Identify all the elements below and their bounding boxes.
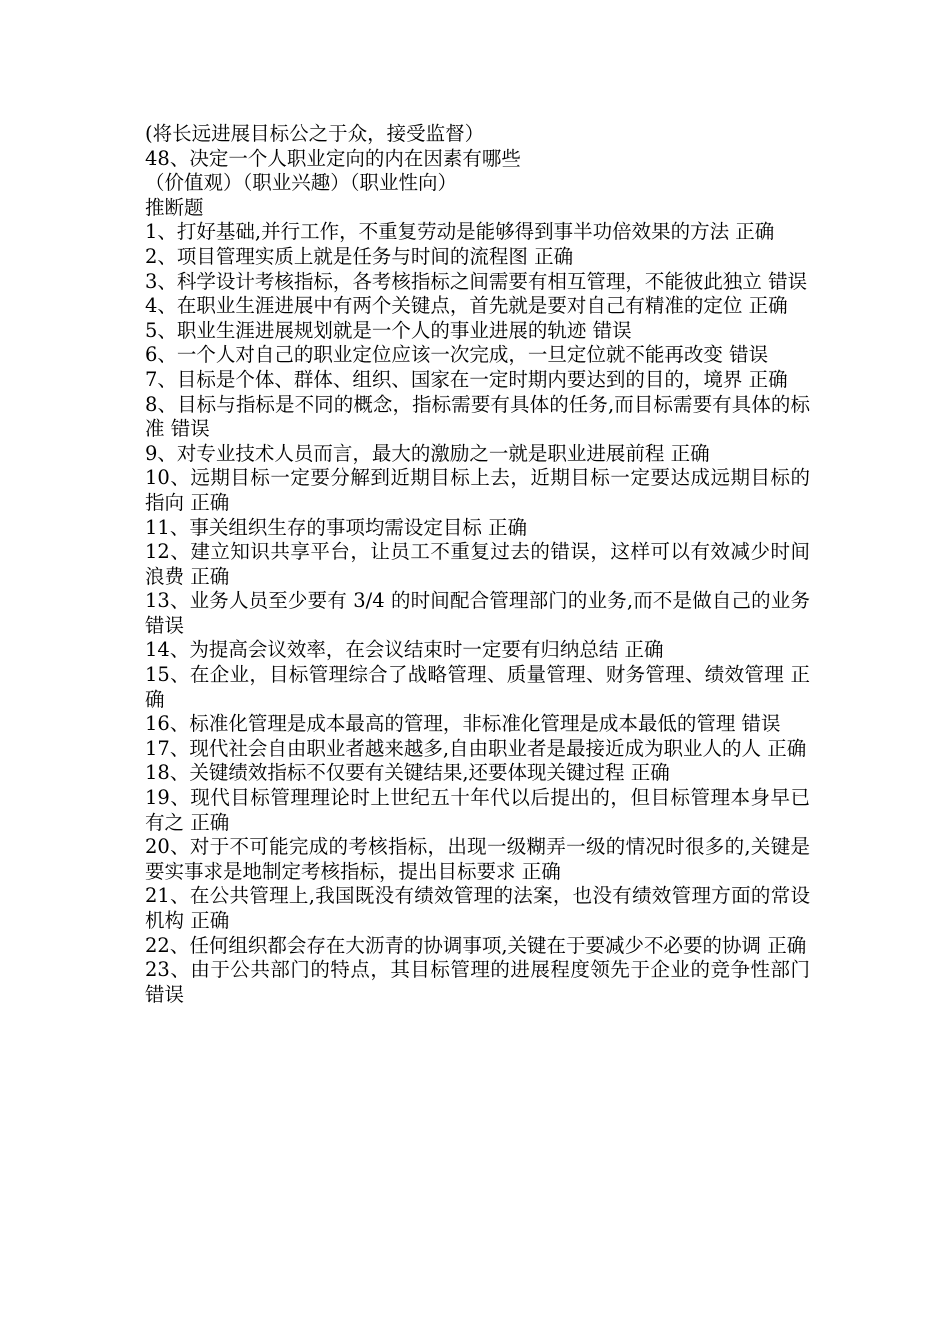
judgment-item-8: 8、目标与指标是不同的概念，指标需要有具体的任务,而目标需要有具体的标准 错误 — [145, 392, 810, 441]
judgment-item-14: 14、为提高会议效率，在会议结束时一定要有归纳总结 正确 — [145, 638, 664, 662]
judgment-item-21: 21、在公共管理上,我国既没有绩效管理的法案，也没有绩效管理方面的常设机构 正确 — [145, 884, 810, 932]
section-heading: 推断题 — [145, 195, 204, 219]
judgment-item-15: 15、在企业，目标管理综合了战略管理、质量管理、财务管理、绩效管理 正确 — [145, 663, 810, 711]
judgment-item-16: 16、标准化管理是成本最高的管理，非标准化管理是成本最低的管理 错误 — [145, 712, 781, 736]
judgment-item-5: 5、职业生涯进展规划就是一个人的事业进展的轨迹 错误 — [145, 318, 632, 342]
document-body — [145, 122, 810, 1007]
judgment-item-17: 17、现代社会自由职业者越来越多,自由职业者是最接近成为职业人的人 正确 — [145, 736, 807, 760]
judgment-item-6: 6、一个人对自己的职业定位应该一次完成，一旦定位就不能再改变 错误 — [145, 343, 769, 367]
judgment-item-19: 19、现代目标管理理论时上世纪五十年代以后提出的，但目标管理本身早已有之 正确 — [145, 786, 810, 834]
judgment-item-22: 22、任何组织都会存在大沥青的协调事项,关键在于要减少不必要的协调 正确 — [145, 933, 807, 957]
judgment-item-12: 12、建立知识共享平台，让员工不重复过去的错误，这样可以有效减少时间浪费 正确 — [145, 540, 810, 588]
judgment-item-10: 10、远期目标一定要分解到近期目标上去，近期目标一定要达成远期目标的指向 正确 — [145, 466, 810, 514]
judgment-item-18: 18、关键绩效指标不仅要有关键结果,还要体现关键过程 正确 — [145, 761, 670, 785]
judgment-item-4: 4、在职业生涯进展中有两个关键点，首先就是要对自己有精准的定位 正确 — [145, 294, 788, 318]
judgment-item-9: 9、对专业技术人员而言，最大的激励之一就是职业进展前程 正确 — [145, 441, 710, 465]
judgment-item-20: 20、对于不可能完成的考核指标，出现一级糊弄一级的情况时很多的,关键是要实事求是地制定考核指标，提出目标要求 正确 — [145, 835, 810, 883]
judgment-item-3: 3、科学设计考核指标，各考核指标之间需要有相互管理，不能彼此独立 错误 — [145, 269, 808, 293]
judgment-item-1: 1、打好基础,并行工作，不重复劳动是能够得到事半功倍效果的方法 正确 — [145, 220, 775, 244]
judgment-item-2: 2、项目管理实质上就是任务与时间的流程图 正确 — [145, 244, 574, 268]
intro-line: (将长远进展目标公之于众，接受监督） — [145, 122, 485, 145]
judgment-item-7: 7、目标是个体、群体、组织、国家在一定时期内要达到的目的，境界 正确 — [145, 367, 788, 391]
judgment-item-11: 11、事关组织生存的事项均需设定目标 正确 — [145, 515, 528, 539]
judgment-item-23: 23、由于公共部门的特点，其目标管理的进展程度领先于企业的竞争性部门 错误 — [145, 958, 810, 1006]
question-48: 48、决定一个人职业定向的内在因素有哪些 — [145, 146, 521, 170]
judgment-item-13: 13、业务人员至少要有 3/4 的时间配合管理部门的业务,而不是做自己的业务 错误 — [145, 589, 810, 637]
answer-48: （价值观）（职业兴趣）（职业性向） — [145, 171, 458, 195]
